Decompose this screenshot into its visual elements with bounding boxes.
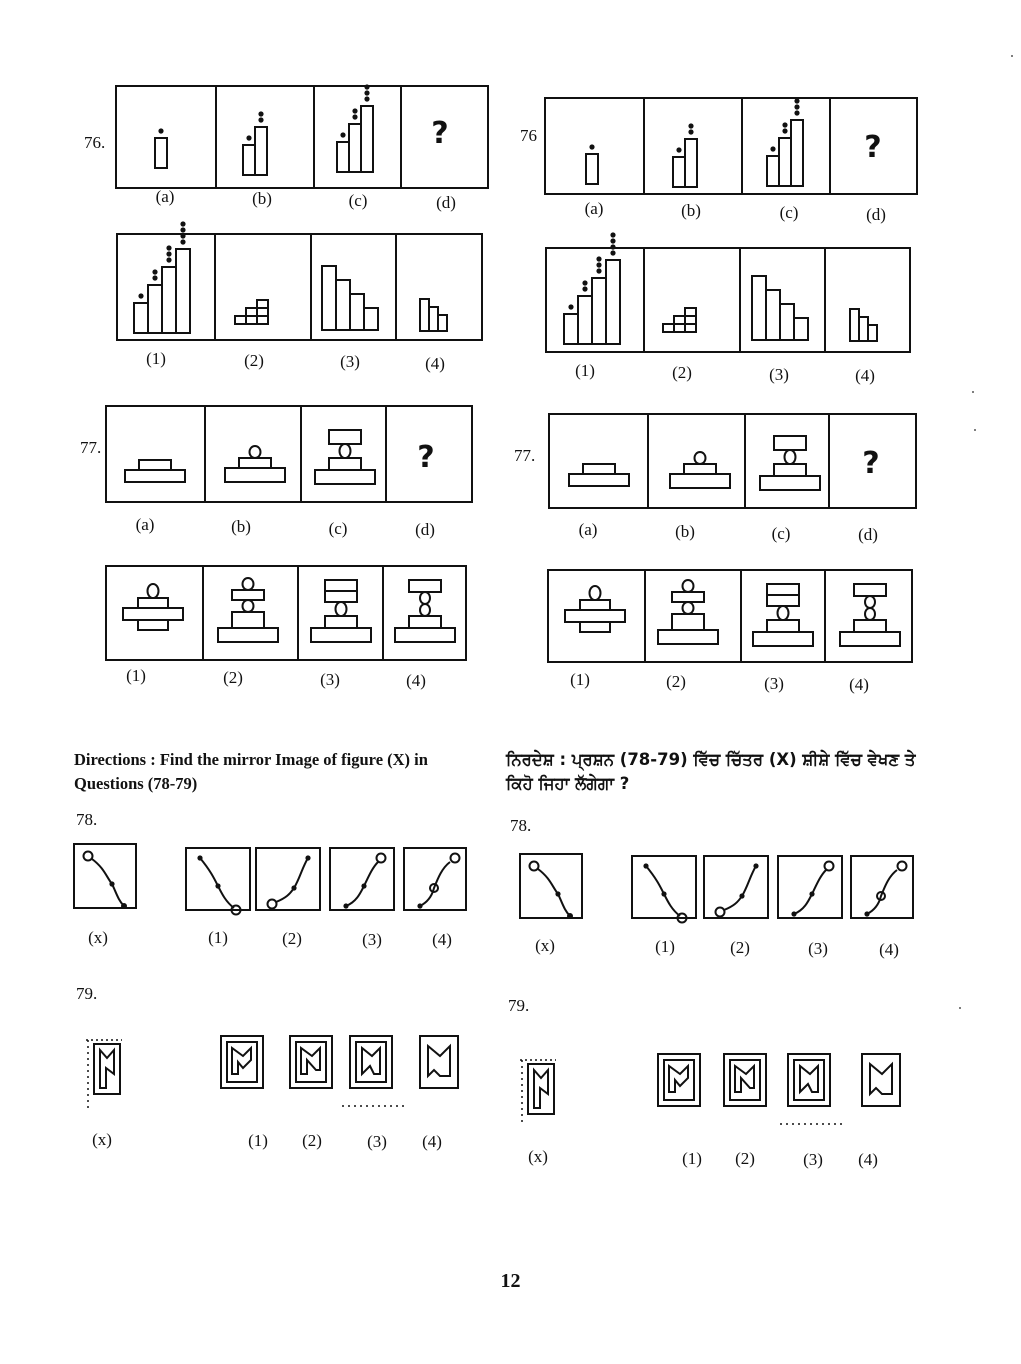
page-number: 12 <box>500 1270 521 1292</box>
q77-right-question-strip <box>549 414 916 508</box>
q78-right-figures <box>520 854 913 923</box>
q77-left-option-3: (3) <box>320 670 340 689</box>
q76-right-option-1: (1) <box>575 361 595 380</box>
q76-left-label-b: (b) <box>252 189 272 208</box>
q79-number-left: 79. <box>76 984 98 1003</box>
q76-left-option-3: (3) <box>340 352 360 371</box>
q79-left-label-3: (3) <box>367 1132 387 1151</box>
q79-right-label-2: (2) <box>735 1149 755 1168</box>
directions-punjabi: ਨਿਰਦੇਸ਼ : ਪ੍ਰਸ਼ਨ (78-79) ਵਿੱਚ ਚਿੱਤਰ (X) ਸ਼ੀਸ਼ੇ ਵਿੱਚ ਵੇਖਣ ਤੇ ਕਿਹੋ ਜਿਹਾ ਲੱਗੇਗਾ ? <box>506 750 916 793</box>
q78-left-label-1: (1) <box>208 928 228 947</box>
q77-left-option-1: (1) <box>126 666 146 685</box>
q79-right-label-3: (3) <box>803 1150 823 1169</box>
q76-right-question-strip <box>545 98 917 194</box>
directions-english: Directions : Find the mirror Image of figure (X) in Questions (78-79) <box>74 750 428 793</box>
q77-right-option-2: (2) <box>666 672 686 691</box>
q79-left-figures <box>86 1036 458 1108</box>
q79-left-label-4: (4) <box>422 1132 442 1151</box>
q77-number-left: 77. <box>80 438 102 457</box>
q76-left-option-2: (2) <box>244 351 264 370</box>
q79-right-label-x: (x) <box>528 1147 548 1166</box>
q76-left-option-4: (4) <box>425 354 445 373</box>
q77-right-option-3: (3) <box>764 674 784 693</box>
q77-left-option-2: (2) <box>223 668 243 687</box>
q76-number-right: 76 <box>520 126 537 145</box>
q78-left-label-x: (x) <box>88 928 108 947</box>
q76-right-option-2: (2) <box>672 363 692 382</box>
q77-left-options-strip <box>106 566 466 660</box>
q77-left-label-d: (d) <box>415 520 435 539</box>
q77-right-unknown: ? <box>862 446 880 481</box>
q76-left-label-c: (c) <box>348 191 368 210</box>
q78-right-label-3: (3) <box>808 939 828 958</box>
q77-left-label-c: (c) <box>328 519 348 538</box>
q76-number-left: 76. <box>84 133 106 152</box>
q79-right-label-1: (1) <box>682 1149 702 1168</box>
q76-left-label-a: (a) <box>155 187 175 206</box>
q76-right-label-a: (a) <box>584 199 604 218</box>
q78-left-label-2: (2) <box>282 929 302 948</box>
q77-left-label-a: (a) <box>135 515 155 534</box>
q77-right-label-a: (a) <box>578 520 598 539</box>
q79-number-right: 79. <box>508 996 530 1015</box>
q77-left-unknown: ? <box>417 440 435 475</box>
q79-right-label-4: (4) <box>858 1150 878 1169</box>
q76-right-option-4: (4) <box>855 366 875 385</box>
q78-left-label-3: (3) <box>362 930 382 949</box>
q78-right-label-4: (4) <box>879 940 899 959</box>
q78-left-figures <box>74 844 466 915</box>
q76-right-label-b: (b) <box>681 201 701 220</box>
q76-left-option-1: (1) <box>146 349 166 368</box>
q79-left-label-1: (1) <box>248 1131 268 1150</box>
q76-left-unknown: ? <box>431 116 449 151</box>
q76-left-label-d: (d) <box>436 193 456 212</box>
q77-right-option-1: (1) <box>570 670 590 689</box>
q79-right-figures <box>520 1054 900 1126</box>
q76-right-options-strip <box>546 232 910 352</box>
q77-left-label-b: (b) <box>231 517 251 536</box>
q77-right-option-4: (4) <box>849 675 869 694</box>
q76-right-label-c: (c) <box>779 203 799 222</box>
q79-left-label-2: (2) <box>302 1131 322 1150</box>
q77-right-label-c: (c) <box>771 524 791 543</box>
q77-right-options-strip <box>548 570 912 662</box>
q78-number-left: 78. <box>76 810 98 829</box>
q78-number-right: 78. <box>510 816 532 835</box>
q76-right-unknown: ? <box>864 130 882 165</box>
q77-left-option-4: (4) <box>406 671 426 690</box>
q78-right-label-1: (1) <box>655 937 675 956</box>
q77-number-right: 77. <box>514 446 536 465</box>
q76-left-options-strip <box>117 221 482 340</box>
q76-right-option-3: (3) <box>769 365 789 384</box>
q77-right-label-d: (d) <box>858 525 878 544</box>
q79-left-label-x: (x) <box>92 1130 112 1149</box>
q76-right-label-d: (d) <box>866 205 886 224</box>
q78-left-label-4: (4) <box>432 930 452 949</box>
q78-right-label-x: (x) <box>535 936 555 955</box>
q78-right-label-2: (2) <box>730 938 750 957</box>
q77-right-label-b: (b) <box>675 522 695 541</box>
